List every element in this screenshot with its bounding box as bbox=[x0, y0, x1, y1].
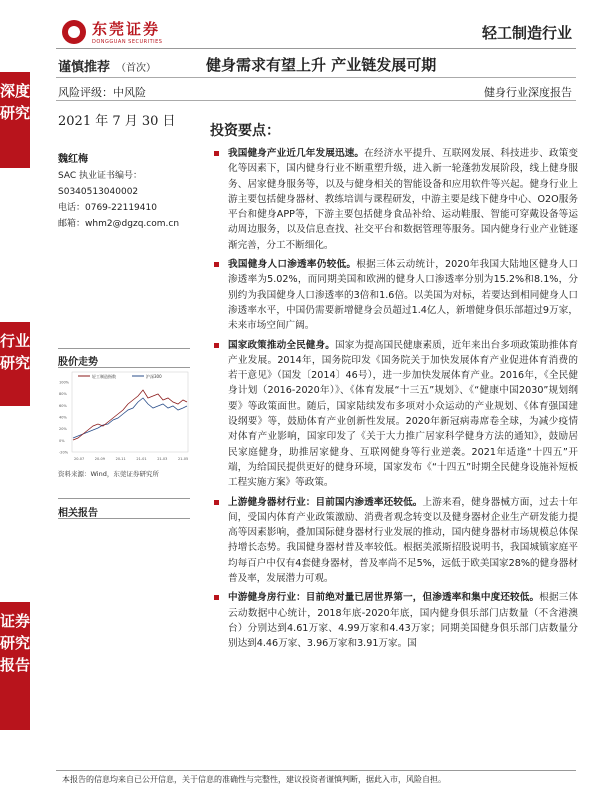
investment-points bbox=[206, 146, 578, 656]
related-reports-title: 相关报告 bbox=[58, 508, 98, 519]
investment-point bbox=[206, 495, 578, 587]
logo-name-cn: 东莞证券 bbox=[92, 20, 161, 38]
chart-frame bbox=[72, 372, 188, 452]
point-lead: 国家政策推动全民健身。 bbox=[228, 339, 335, 351]
divider bbox=[56, 100, 576, 101]
y-tick-label: 100% bbox=[59, 380, 70, 385]
company-logo bbox=[62, 18, 162, 45]
sidebar-tab-deep-research: 深度研究 bbox=[0, 72, 30, 168]
chart-title: 股价走势 bbox=[58, 357, 98, 368]
y-tick-label: 80% bbox=[59, 392, 67, 397]
report-date: 2021 年 7 月 30 日 bbox=[58, 114, 176, 129]
point-lead: 我国健身产业近几年发展迅速。 bbox=[228, 148, 365, 159]
bullet-icon bbox=[214, 262, 219, 267]
investment-highlights-title: 投资要点： bbox=[210, 123, 280, 139]
logo-mark-icon bbox=[62, 20, 86, 44]
bullet-icon bbox=[214, 343, 219, 348]
point-lead: 中游健身房行业：目前绝对量已居世界第一，但渗透率和集中度还较低。 bbox=[228, 592, 540, 604]
divider bbox=[58, 498, 190, 499]
y-tick-label: -20% bbox=[59, 450, 69, 455]
legend-label-index: 轻工制造指数 bbox=[92, 374, 116, 379]
bullet-icon bbox=[214, 500, 219, 505]
x-tick-label: 20-07 bbox=[74, 457, 85, 461]
divider bbox=[58, 348, 190, 349]
chart-source: 资料来源：Wind，东莞证券研究所 bbox=[58, 470, 159, 478]
report-type: 健身行业深度报告 bbox=[484, 86, 572, 99]
sidebar-tab-securities-report: 证券研究报告 bbox=[0, 602, 30, 730]
cert-number: S0340513040002 bbox=[58, 187, 139, 197]
analyst-phone: 电话：0769-22119410 bbox=[58, 203, 157, 213]
x-tick-label: 20-11 bbox=[115, 457, 126, 461]
point-text: 根据三体云动统计，2020年我国大陆地区健身人口渗透率为5.02%，而同期美国和欧洲的健身人口渗透率分别为15.2%和8.1%，分别约为我国健身人口渗透率的3倍和1.6倍。以美国为对标，若要达到相同健身人口渗透率水平，中国仍需要新增健身会员超过1.4亿人，新增健身俱乐部超过9万家，未来市场空间广阔。 bbox=[228, 259, 579, 332]
point-lead: 上游健身器材行业：目前国内渗透率还较低。 bbox=[228, 496, 423, 508]
cert-label: SAC 执业证书编号： bbox=[58, 171, 143, 181]
x-tick-label: 21-05 bbox=[178, 457, 189, 461]
y-tick-label: 0% bbox=[59, 438, 65, 443]
x-tick-label: 21-01 bbox=[136, 457, 147, 461]
investment-point bbox=[206, 590, 578, 651]
bullet-icon bbox=[214, 151, 219, 156]
x-tick-label: 21-03 bbox=[157, 457, 168, 461]
x-axis bbox=[74, 457, 188, 461]
analyst-email: 邮箱：whm2@dgzq.com.cn bbox=[58, 219, 180, 229]
footer-divider bbox=[56, 770, 576, 771]
risk-rating: 风险评级：中风险 bbox=[58, 86, 146, 99]
report-headline: 健身需求有望上升 产业链发展可期 bbox=[206, 56, 437, 74]
point-lead: 我国健身人口渗透率仍较低。 bbox=[228, 259, 357, 271]
legend-label-hs300: 沪深300 bbox=[146, 374, 162, 379]
sidebar-tab-industry-research: 行业研究 bbox=[0, 322, 30, 406]
y-tick-label: 60% bbox=[59, 403, 67, 408]
divider bbox=[58, 518, 190, 519]
point-text: 上游来看，健身器械方面，过去十年间，受国内体育产业政策激励、消费者观念转变以及健身器材企业生产研发能力提高等因素影响，叠加国际健身器材行业发展的推动，国内健身器材市场规模总体保持增长态势。我国健身器材普及率较低。根据美派斯招股说明书，我国城镇家庭平均每百户中仅有4套健身器材，普及率尚不足5%，远低于欧美国家28%的健身器材普及率，发展潜力可观。 bbox=[228, 496, 579, 585]
stock-price-chart bbox=[58, 370, 190, 466]
rating-value: 谨慎推荐 bbox=[58, 60, 111, 75]
investment-point bbox=[206, 338, 578, 491]
rating bbox=[58, 56, 156, 75]
logo-name-en: DONGGUAN SECURITIES bbox=[92, 39, 163, 45]
divider bbox=[58, 367, 190, 368]
point-text: 根据三体云动数据中心统计，2018年底-2020年底，国内健身俱乐部门店数量（不含港澳台）分别达到4.61万家、4.99万家和4.43万家；同期美国健身俱乐部门店数量分别达到4.46万家、3.96万家和3.91万家。国 bbox=[228, 592, 579, 650]
disclaimer: 本报告的信息均来自已公开信息，关于信息的准确性与完整性，建议投资者谨慎判断，据此入市，风险自担。 bbox=[62, 775, 446, 784]
x-tick-label: 20-09 bbox=[94, 457, 105, 461]
analyst-info bbox=[58, 152, 179, 232]
industry-label: 轻工制造行业 bbox=[481, 24, 572, 42]
y-tick-label: 40% bbox=[59, 415, 67, 420]
point-text: 国家为提高国民健康素质，近年来出台多项政策助推体育产业发展。2014年，国务院印发《国务院关于加快发展体育产业促进体育消费的若干意见》（国发〔2014〕46号），进一步加快发展体育产业。2016年，《全民健身计划（2016-2020年）》、《体育发展“十三五”规划》、《“健康中国2030”规划纲要》等政策面世。随后，国家陆续发布多项对小众运动的产业规划、《体育强国建设纲要》等，鼓励体育产业创新性发展。2020年新冠病毒席卷全球，为减少疫情对体育产业影响，国家印发了《关于大力推广居家科学健身方法的通知》，鼓励居民家庭健身，助推居家健身、互联网健身等行业逆袭。2021年适逢“十四五”开端，为给国民提供更好的健身环境，国家发布《“十四五”时期全民健身设施补短板工程实施方案》等政策。 bbox=[228, 339, 579, 489]
divider bbox=[56, 77, 576, 78]
header-divider bbox=[56, 48, 576, 49]
investment-point bbox=[206, 146, 578, 253]
y-axis bbox=[59, 381, 70, 455]
series-line-index bbox=[73, 390, 187, 440]
rating-note: （首次） bbox=[116, 63, 157, 74]
y-tick-label: 20% bbox=[59, 427, 67, 432]
analyst-name: 魏红梅 bbox=[58, 154, 88, 165]
bullet-icon bbox=[214, 595, 219, 600]
point-text: 在经济水平提升、互联网发展、科技进步、政策变化等因素下，国内健身行业不断重塑升级，进入新一轮蓬勃发展阶段，线上健身服务、居家健身服务等，以及与健身相关的智能设备和应用软件等兴起。健身行业上游主要包括健身器材、教练培训与课程研发，中游主要是线下健身中心、O2O服务平台和健身APP等，下游主要包括健身食品补给、运动鞋服、智能可穿戴设备等运动周边服务，以及信息查找、社交平台和数据管理等服务。国内健身行业产业链逐渐完善，分工不断细化。 bbox=[228, 148, 579, 251]
series-line-hs300 bbox=[73, 398, 187, 438]
investment-point bbox=[206, 257, 578, 333]
